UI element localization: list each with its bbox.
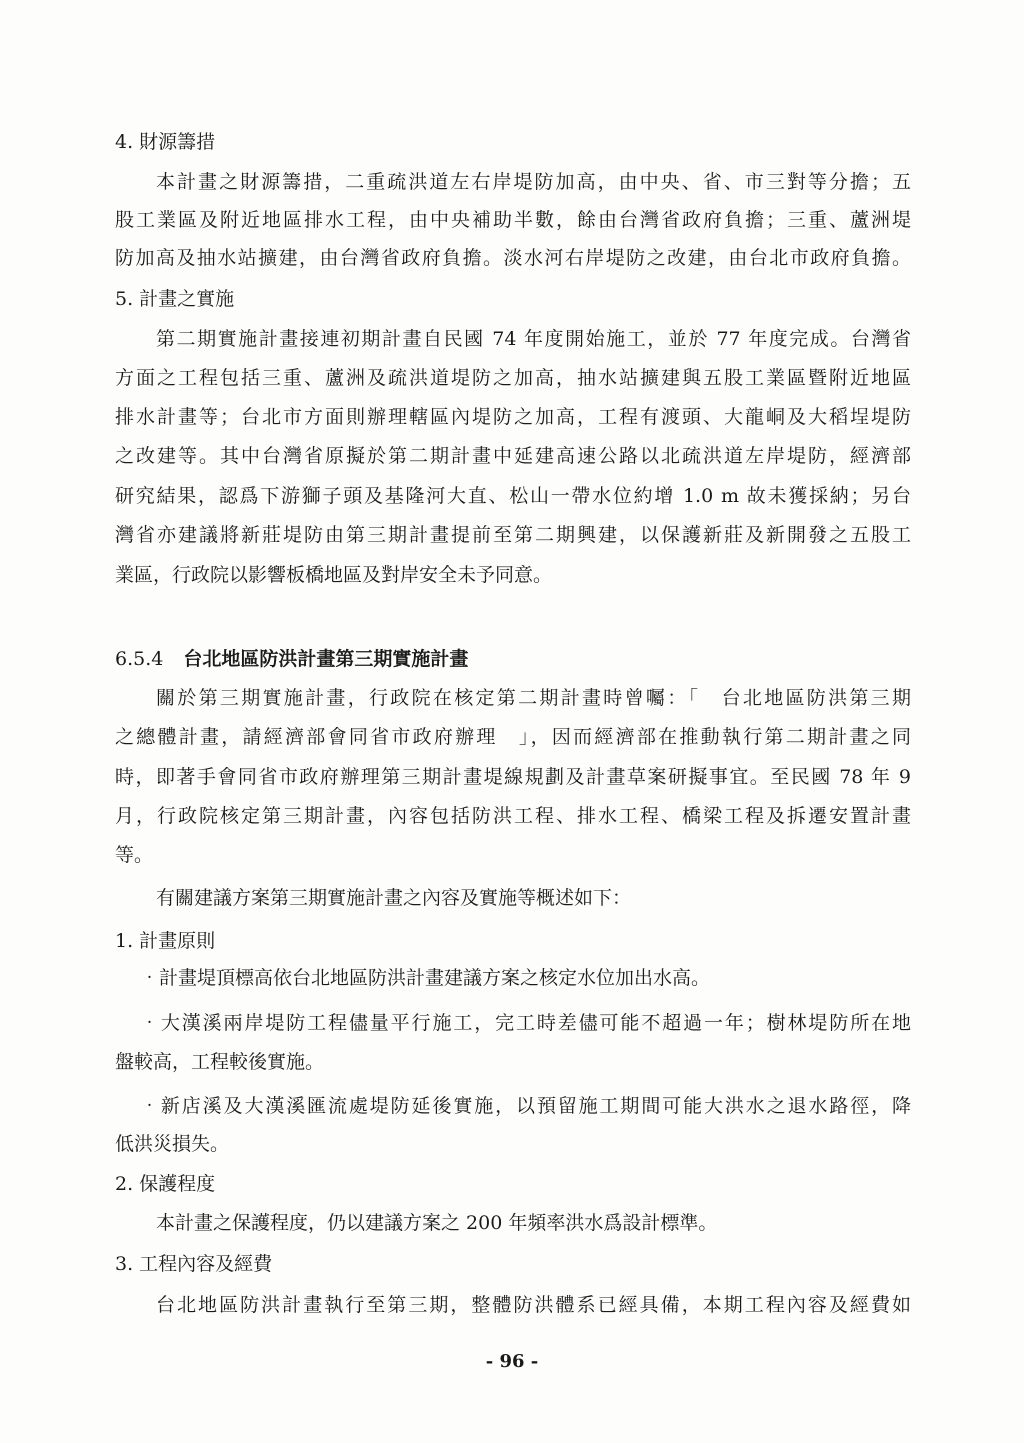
paragraph-line: 台北地區防洪計畫執行至第三期，整體防洪體系已經具備，本期工程內容及經費如 [156, 1294, 911, 1316]
section-title: 台北地區防洪計畫第三期實施計畫 [183, 648, 469, 670]
page-number: - 96 - [485, 1351, 539, 1372]
bullet-item: ‧大漢溪兩岸堤防工程儘量平行施工，完工時差儘可能不超過一年；樹林堤防所在地 [140, 1012, 911, 1034]
paragraph-line: 關於第三期實施計畫，行政院在核定第二期計畫時曾囑：「 台北地區防洪第三期 [156, 687, 911, 709]
item-2-heading: 2. 保護程度 [115, 1173, 216, 1195]
section-5-heading: 5. 計畫之實施 [115, 288, 235, 310]
intro-line: 有關建議方案第三期實施計畫之內容及實施等概述如下： [156, 887, 632, 909]
paragraph-line: 方面之工程包括三重、蘆洲及疏洪道堤防之加高，抽水站擴建與五股工業區暨附近地區 [115, 367, 911, 389]
paragraph-line: 防加高及抽水站擴建，由台灣省政府負擔。淡水河右岸堤防之改建，由台北市政府負擔。 [115, 247, 911, 269]
item-1-heading: 1. 計畫原則 [115, 930, 216, 952]
bullet-item: ‧計畫堤頂標高依台北地區防洪計畫建議方案之核定水位加出水高。 [140, 967, 711, 989]
paragraph-line: 盤較高，工程較後實施。 [115, 1051, 325, 1073]
paragraph-line: 時，即著手會同省市政府辦理第三期計畫堤線規劃及計畫草案研擬事宜。至民國 78 年 9 [115, 766, 911, 788]
paragraph-line: 業區，行政院以影響板橋地區及對岸安全未予同意。 [115, 564, 553, 586]
paragraph-line: 排水計畫等；台北市方面則辦理轄區內堤防之加高，工程有渡頭、大龍峒及大稻埕堤防 [115, 406, 911, 428]
item-3-heading: 3. 工程內容及經費 [115, 1253, 273, 1275]
bullet-item: ‧新店溪及大漢溪匯流處堤防延後實施，以預留施工期間可能大洪水之退水路徑，降 [140, 1095, 911, 1117]
paragraph-line: 低洪災損失。 [115, 1133, 230, 1155]
paragraph-line: 灣省亦建議將新莊堤防由第三期計畫提前至第二期興建，以保護新莊及新開發之五股工 [115, 524, 911, 546]
paragraph-line: 月，行政院核定第三期計畫，內容包括防洪工程、排水工程、橋梁工程及拆遷安置計畫 [115, 805, 911, 827]
paragraph-line: 之改建等。其中台灣省原擬於第二期計畫中延建高速公路以北疏洪道左岸堤防，經濟部 [115, 445, 911, 467]
paragraph-line: 股工業區及附近地區排水工程，由中央補助半數，餘由台灣省政府負擔；三重、蘆洲堤 [115, 209, 911, 231]
paragraph-line: 本計畫之保護程度，仍以建議方案之 200 年頻率洪水爲設計標準。 [156, 1212, 718, 1234]
section-4-heading: 4. 財源籌措 [115, 131, 216, 153]
section-6-5-4-heading [115, 648, 468, 670]
paragraph-line: 第二期實施計畫接連初期計畫自民國 74 年度開始施工，並於 77 年度完成。台灣省 [156, 328, 911, 350]
paragraph-line: 研究結果，認爲下游獅子頭及基隆河大直、松山一帶水位約增 1.0 m 故未獲採納；另台 [115, 485, 911, 507]
paragraph-line: 之總體計畫，請經濟部會同省市政府辦理 」，因而經濟部在推動執行第二期計畫之同 [115, 726, 911, 748]
paragraph-line: 本計畫之財源籌措，二重疏洪道左右岸堤防加高，由中央、省、市三對等分擔；五 [156, 171, 911, 193]
section-number: 6.5.4 [115, 648, 164, 670]
paragraph-line: 等。 [115, 844, 154, 866]
